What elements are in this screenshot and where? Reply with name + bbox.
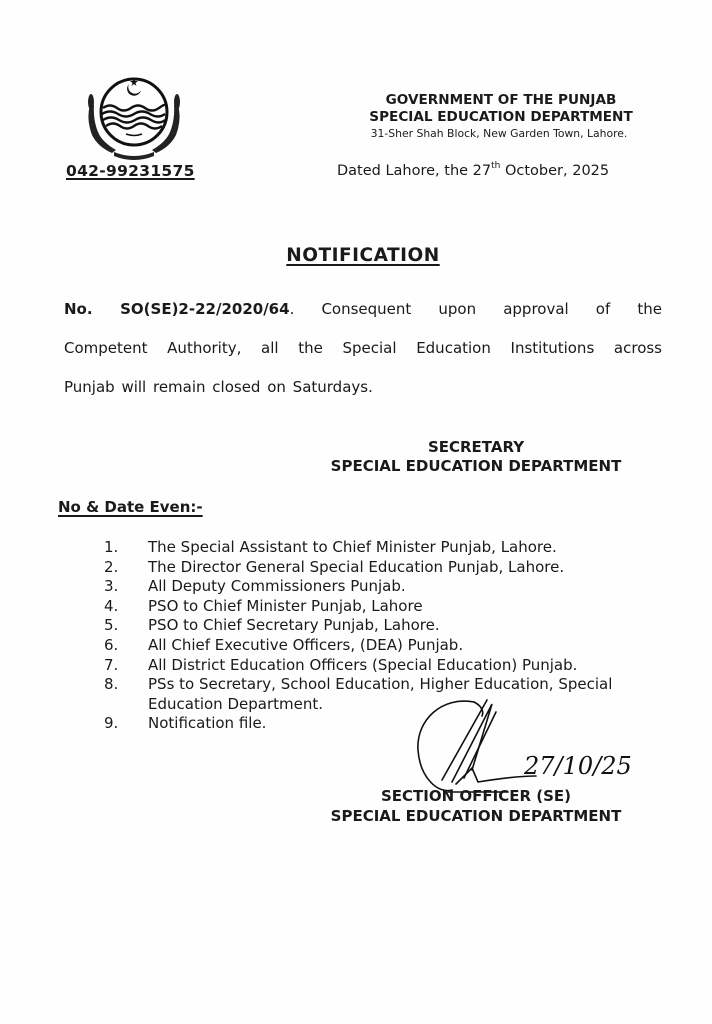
secretary-block [306, 438, 646, 476]
department-title: SPECIAL EDUCATION DEPARTMENT [369, 109, 633, 125]
item-text: PSO to Chief Minister Punjab, Lahore [148, 596, 423, 615]
item-number: 6. [104, 635, 119, 654]
item-text: All Deputy Commissioners Punjab. [148, 577, 406, 596]
notification-body [64, 290, 662, 407]
date-ordinal: th [491, 161, 501, 171]
list-item [104, 636, 668, 656]
item-text: Notification file. [148, 714, 267, 733]
item-text: All District Education Officers (Special Education) Punjab. [148, 655, 578, 674]
distribution-heading: No & Date Even:- [58, 498, 203, 516]
item-number: 1. [104, 538, 119, 556]
section-officer-block [306, 786, 646, 826]
date-rest: October, 2025 [500, 163, 610, 179]
item-number: 2. [104, 557, 119, 576]
notification-title [0, 245, 712, 266]
phone-number: 042-99231575 [66, 162, 195, 180]
item-number: 9. [104, 714, 119, 733]
item-text: All Chief Executive Officers, (DEA) Punjab. [148, 635, 464, 654]
item-number: 8. [104, 675, 119, 694]
list-item [104, 558, 668, 578]
item-number: 3. [104, 577, 119, 596]
handwritten-signature-icon [412, 698, 632, 798]
section-officer-department: SPECIAL EDUCATION DEPARTMENT [330, 807, 622, 825]
item-text: The Director General Special Education Punjab, Lahore. [148, 557, 565, 576]
secretary-title: SECRETARY [427, 438, 525, 456]
address: 31-Sher Shah Block, New Garden Town, Lahore. [370, 127, 628, 140]
government-title: GOVERNMENT OF THE PUNJAB [385, 92, 617, 108]
section-officer-title: SECTION OFFICER (SE) [380, 787, 571, 805]
date-line [337, 163, 609, 179]
body-line-1-text: . Consequent upon approval of the [289, 300, 662, 318]
date-prefix: Dated Lahore, the 27 [337, 163, 492, 179]
body-line-2: Competent Authority, all the Special Education Institutions across [64, 339, 662, 357]
list-item [104, 597, 668, 617]
list-item [104, 538, 668, 558]
punjab-emblem-icon [74, 70, 194, 170]
handwritten-date: 27/10/25 [524, 752, 632, 780]
item-text: The Special Assistant to Chief Minister Punjab, Lahore. [148, 538, 557, 556]
item-number: 5. [104, 616, 119, 635]
notification-title-text: NOTIFICATION [286, 245, 440, 266]
list-item [104, 616, 668, 636]
body-line-1 [64, 290, 662, 329]
item-text: PSs to Secretary, School Education, Higher Education, Special Education Department. [148, 675, 613, 713]
item-text: PSO to Chief Secretary Punjab, Lahore. [148, 616, 440, 635]
letterhead [336, 92, 666, 141]
item-number: 4. [104, 596, 119, 615]
body-line-3: Punjab will remain closed on Saturdays. [64, 378, 373, 396]
list-item [104, 656, 668, 676]
notification-number: No. SO(SE)2-22/2020/64 [64, 300, 290, 318]
secretary-department: SPECIAL EDUCATION DEPARTMENT [330, 457, 622, 475]
list-item [104, 577, 668, 597]
item-number: 7. [104, 655, 119, 674]
